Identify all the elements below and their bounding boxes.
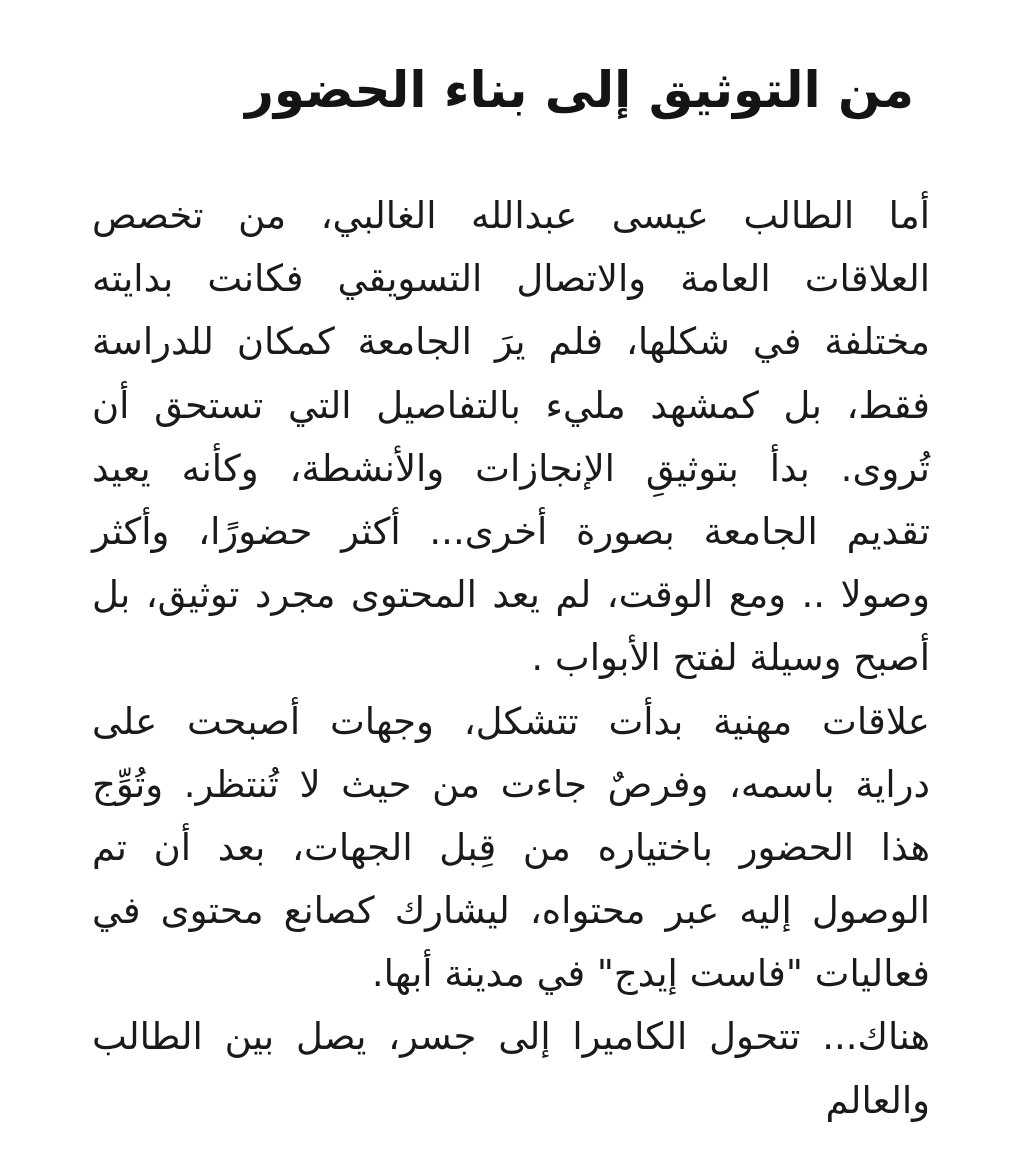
- text-line: علاقات مهنية بدأت تتشكل، وجهات أصبحت على: [92, 699, 930, 743]
- paragraph-documentation: [92, 184, 930, 690]
- text-line: فقط، بل كمشهد مليء بالتفاصيل التي تستحق أن: [92, 383, 930, 427]
- text-line: تقديم الجامعة بصورة أخرى... أكثر حضورًا، وأكثر: [92, 509, 930, 553]
- text-line: مختلفة في شكلها، فلم يرَ الجامعة كمكان للدراسة: [92, 320, 930, 364]
- text-line: تُروى. بدأ بتوثيقِ الإنجازات والأنشطة، وكأنه يعيد: [92, 446, 930, 490]
- text-line: أما الطالب عيسى عبدالله الغالبي، من تخصص: [92, 194, 930, 237]
- text-line: أصبح وسيلة لفتح الأبواب .: [531, 636, 930, 680]
- article-body: [92, 184, 930, 1132]
- text-line: فعاليات "فاست إيدج" في مدينة أبها.: [371, 952, 930, 996]
- text-line: دراية باسمه، وفرصٌ جاءت من حيث لا تُنتظر. وتُوِّج: [92, 762, 930, 806]
- text-line: الوصول إليه عبر محتواه، ليشارك كصانع محتوى في: [92, 889, 930, 933]
- text-line: والعالم: [825, 1078, 930, 1122]
- article-title: من التوثيق إلى بناء الحضور: [245, 61, 914, 119]
- text-line: وصولا .. ومع الوقت، لم يعد المحتوى مجرد توثيق، بل: [92, 573, 930, 617]
- paragraph-professional-relations: [92, 690, 930, 1006]
- text-line: العلاقات العامة والاتصال التسويقي فكانت بدايته: [92, 257, 930, 301]
- text-line: هذا الحضور باختياره من قِبل الجهات، بعد أن تم: [92, 825, 930, 869]
- text-line: هناك... تتحول الكاميرا إلى جسر، يصل بين الطالب: [92, 1015, 930, 1059]
- paragraph-camera-bridge: [92, 1005, 930, 1131]
